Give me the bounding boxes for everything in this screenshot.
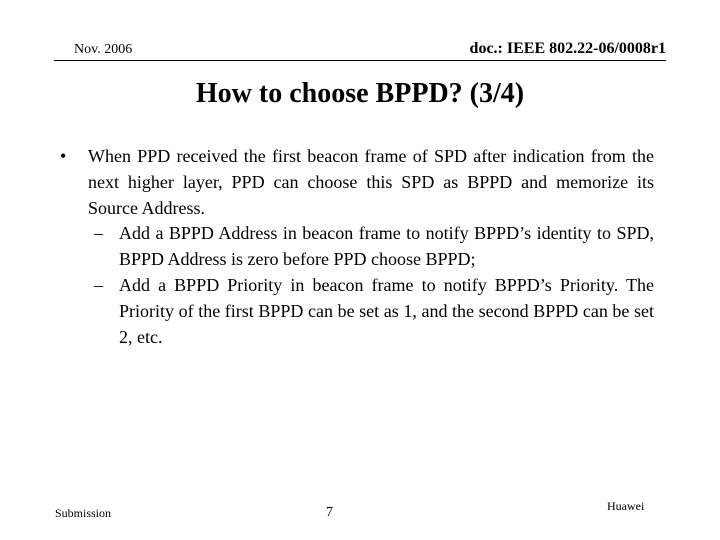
- footer-company: Huawei: [607, 499, 645, 513]
- slide-body: [54, 144, 654, 350]
- sub-item-marker: –: [94, 274, 103, 295]
- bullet-item: [54, 144, 654, 221]
- header-date: Nov. 2006: [74, 42, 133, 57]
- document-id: doc.: IEEE 802.22-06/0008r1: [469, 40, 666, 57]
- sub-item-address: [54, 221, 654, 273]
- sub-item-text: Add a BPPD Priority in beacon frame to notify BPPD’s Priority. The Priority of the first BPPD can be set as 1, and the second BPPD can be set 2, etc.: [119, 274, 654, 347]
- slide-title: How to choose BPPD? (3/4): [195, 78, 525, 109]
- sub-item-priority: [54, 273, 654, 350]
- page-number: 7: [326, 505, 333, 520]
- bullet-text: When PPD received the first beacon frame of SPD after indication from the next higher layer, PPD can choose this SPD as BPPD and memorize its Source Address.: [88, 146, 654, 218]
- bullet-marker: •: [60, 146, 67, 166]
- sub-item-marker: –: [94, 223, 103, 244]
- sub-item-text: Add a BPPD Address in beacon frame to notify BPPD’s identity to SPD, BPPD Address is zero before PPD choose BPPD;: [119, 223, 654, 270]
- header-divider: [54, 60, 666, 61]
- footer-submission: Submission: [55, 506, 112, 520]
